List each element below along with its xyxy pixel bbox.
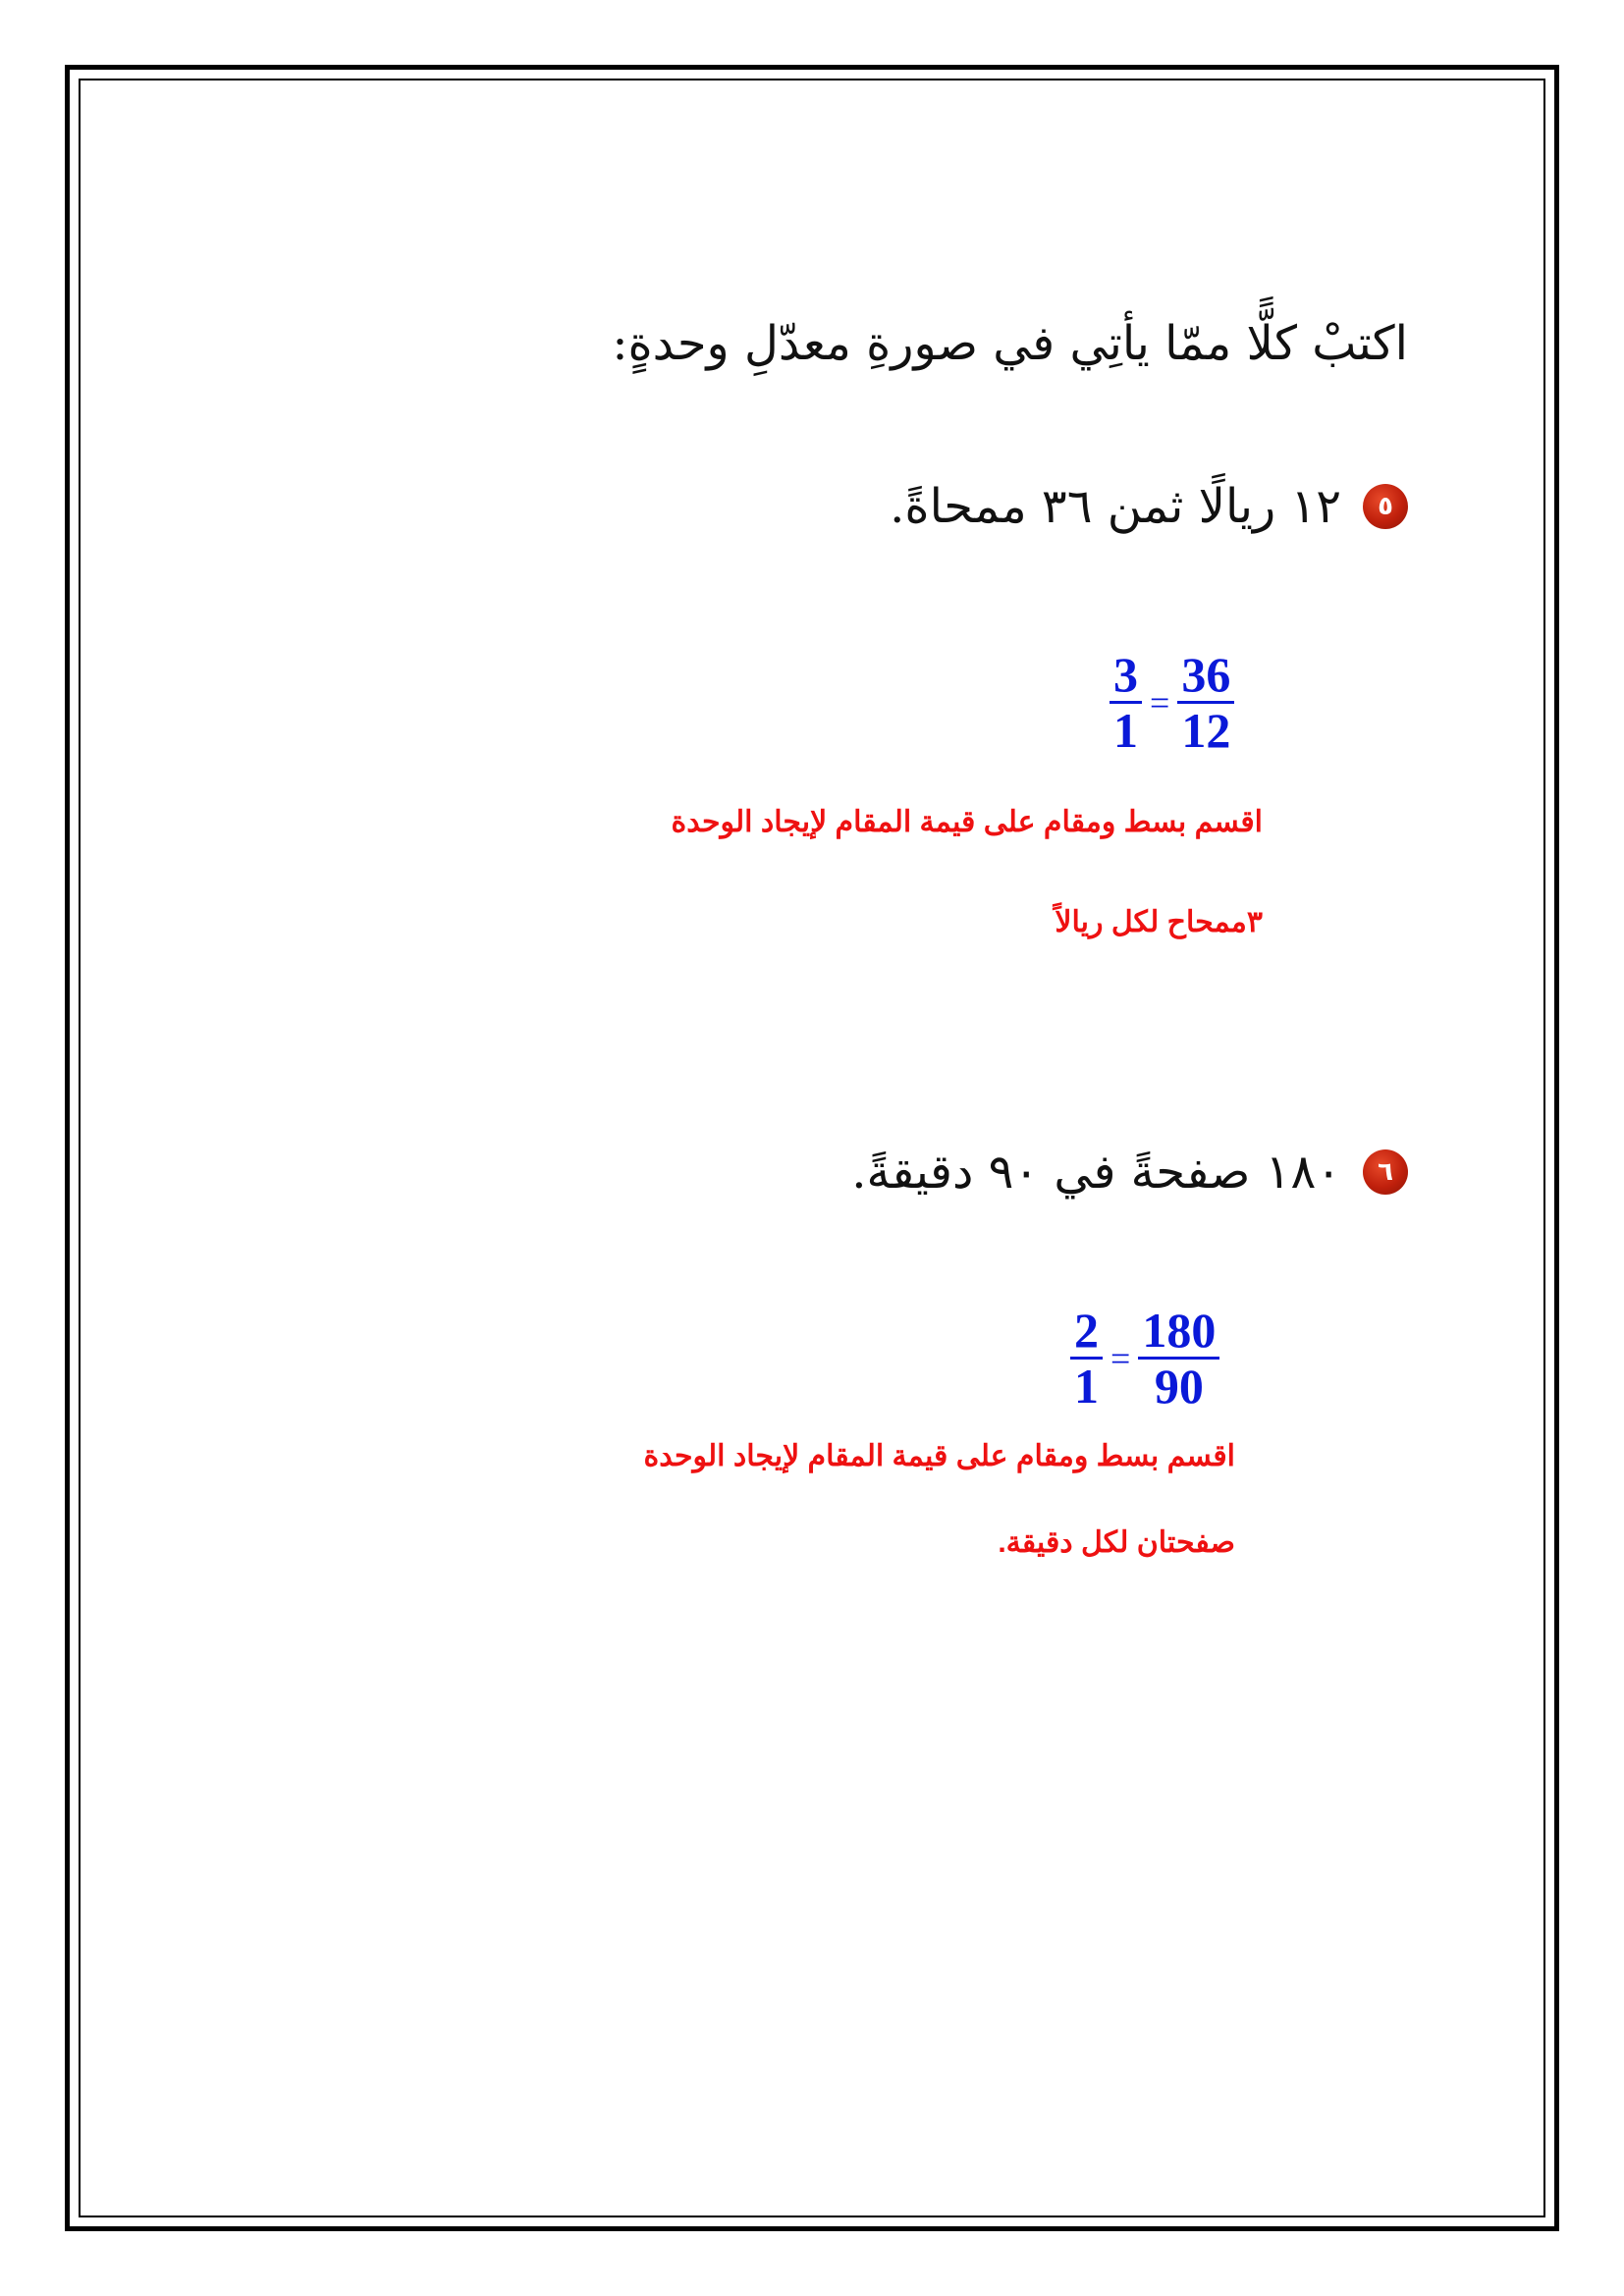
fraction-numerator: 2 xyxy=(1070,1306,1103,1360)
fraction-denominator: 1 xyxy=(1074,1359,1099,1414)
fraction-numerator: 180 xyxy=(1138,1306,1219,1360)
exercise-number-badge: ٥ xyxy=(1363,484,1408,529)
result-fraction xyxy=(1110,647,1142,758)
result-fraction xyxy=(1070,1303,1103,1414)
solution-equation-6 xyxy=(1070,1303,1219,1414)
worksheet-heading: اكتبْ كلًّا ممّا يأتِي في صورةِ معدّلِ وحدةٍ: xyxy=(612,316,1408,371)
fraction-numerator: 36 xyxy=(1177,650,1234,704)
exercise-number-badge: ٦ xyxy=(1363,1149,1408,1195)
exercise-6 xyxy=(851,1145,1408,1200)
exercise-text: ١٨٠ صفحةً في ٩٠ دقيقةً. xyxy=(851,1145,1341,1200)
equals-sign: = xyxy=(1110,1338,1131,1378)
given-fraction xyxy=(1138,1303,1219,1414)
exercise-text: ١٢ ريالًا ثمن ٣٦ ممحاةً. xyxy=(890,479,1341,534)
fraction-denominator: 1 xyxy=(1113,703,1138,758)
fraction-denominator: 90 xyxy=(1154,1359,1204,1414)
solution-equation-5 xyxy=(1110,647,1234,758)
exercise-5 xyxy=(890,479,1408,534)
fraction-numerator: 3 xyxy=(1110,650,1142,704)
given-fraction xyxy=(1177,647,1234,758)
fraction-denominator: 12 xyxy=(1181,703,1231,758)
solution-note: اقسم بسط ومقام على قيمة المقام لإيجاد الوحدة xyxy=(643,1440,1235,1472)
solution-answer: صفحتان لكل دقيقة. xyxy=(998,1526,1235,1559)
solution-note: اقسم بسط ومقام على قيمة المقام لإيجاد الوحدة xyxy=(671,806,1263,838)
equals-sign: = xyxy=(1150,682,1170,722)
solution-answer: ٣ممحاح لكل ريالاً xyxy=(1055,906,1263,938)
